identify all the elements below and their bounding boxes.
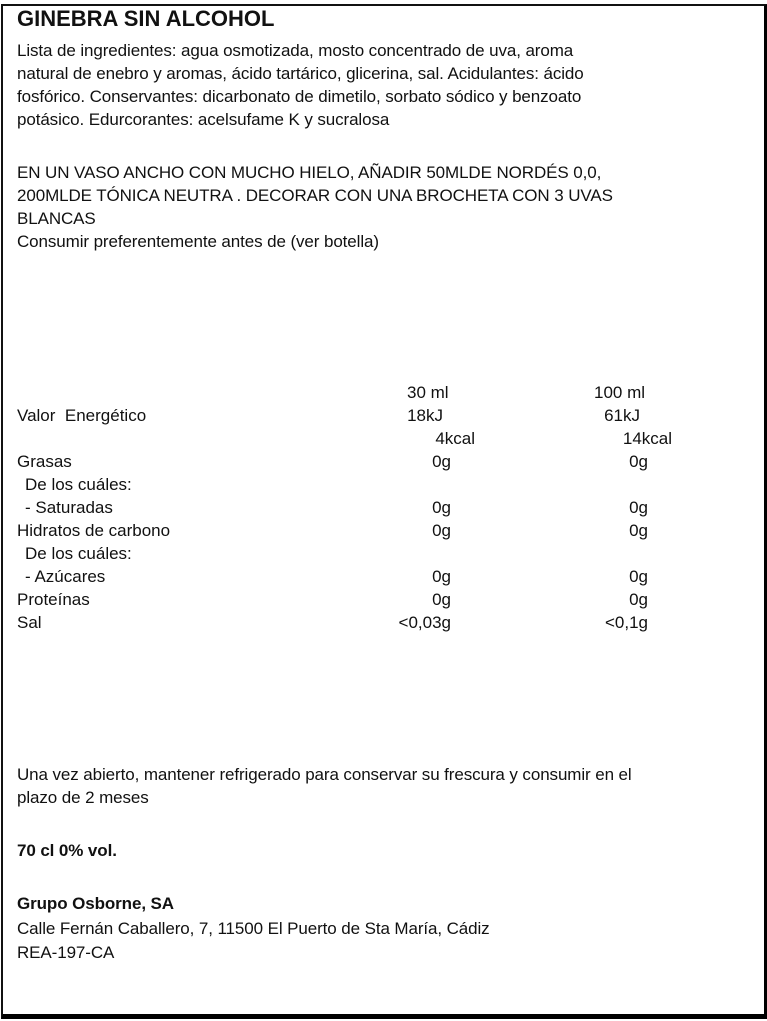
producer-address: Calle Fernán Caballero, 7, 11500 El Puerto de Sta María, Cádiz (17, 919, 490, 938)
column-header-100ml: 100 ml (594, 383, 646, 402)
producer-registry: REA-197-CA (17, 943, 115, 962)
value-30ml: 0g (432, 590, 451, 609)
storage-line: plazo de 2 meses (17, 788, 149, 807)
product-title: GINEBRA SIN ALCOHOL (17, 6, 275, 31)
value-30ml: 0g (432, 567, 451, 586)
nutrient-label: - Azúcares (25, 567, 106, 586)
value-100ml: 61kJ (604, 406, 640, 425)
value-30ml: <0,03g (398, 613, 451, 632)
table-row (0, 542, 767, 565)
value-30ml: 4kcal (435, 429, 475, 448)
storage-line: Una vez abierto, mantener refrigerado para conservar su frescura y consumir en el (17, 765, 632, 784)
nutrient-label: Sal (17, 613, 42, 632)
best-before-text: Consumir preferentemente antes de (ver botella) (17, 232, 379, 251)
ingredients-line: Lista de ingredientes: agua osmotizada, mosto concentrado de uva, aroma (17, 41, 574, 60)
value-30ml: 0g (432, 498, 451, 517)
producer-name: Grupo Osborne, SA (17, 894, 174, 913)
table-row (0, 519, 767, 542)
table-row (0, 450, 767, 473)
nutrition-header-row (0, 381, 767, 404)
value-100ml: 0g (629, 498, 648, 517)
ingredients-line: potásico. Edurcorantes: acelsufame K y sucralosa (17, 110, 390, 129)
ingredients-line: fosfórico. Conservantes: dicarbonato de dimetilo, sorbato sódico y benzoato (17, 87, 582, 106)
table-row (0, 473, 767, 496)
value-100ml: <0,1g (604, 613, 648, 632)
table-row (0, 588, 767, 611)
table-row (0, 611, 767, 634)
table-row (0, 404, 767, 427)
value-100ml: 0g (629, 521, 648, 540)
value-100ml: 0g (629, 590, 648, 609)
nutrient-label: - Saturadas (25, 498, 113, 517)
table-row (0, 427, 767, 450)
nutrient-label: Proteínas (17, 590, 90, 609)
nutrient-label: Grasas (17, 452, 72, 471)
table-row (0, 565, 767, 588)
value-100ml: 0g (629, 567, 648, 586)
table-row (0, 496, 767, 519)
nutrient-label: Hidratos de carbono (17, 521, 171, 540)
volume-abv: 70 cl 0% vol. (17, 841, 117, 860)
value-30ml: 0g (432, 452, 451, 471)
value-30ml: 0g (432, 521, 451, 540)
column-header-30ml: 30 ml (407, 383, 449, 402)
nutrient-sublabel: De los cuáles: (25, 475, 132, 494)
instructions-line: EN UN VASO ANCHO CON MUCHO HIELO, AÑADIR 50MLDE NORDÉS 0,0, (17, 163, 602, 182)
nutrient-label: Valor Energético (17, 406, 147, 425)
nutrient-sublabel: De los cuáles: (25, 544, 132, 563)
value-100ml: 0g (629, 452, 648, 471)
ingredients-line: natural de enebro y aromas, ácido tartárico, glicerina, sal. Acidulantes: ácido (17, 64, 584, 83)
instructions-line: 200MLDE TÓNICA NEUTRA . DECORAR CON UNA BROCHETA CON 3 UVAS (17, 186, 613, 205)
value-100ml: 14kcal (622, 429, 672, 448)
instructions-line: BLANCAS (17, 209, 96, 228)
value-30ml: 18kJ (407, 406, 443, 425)
